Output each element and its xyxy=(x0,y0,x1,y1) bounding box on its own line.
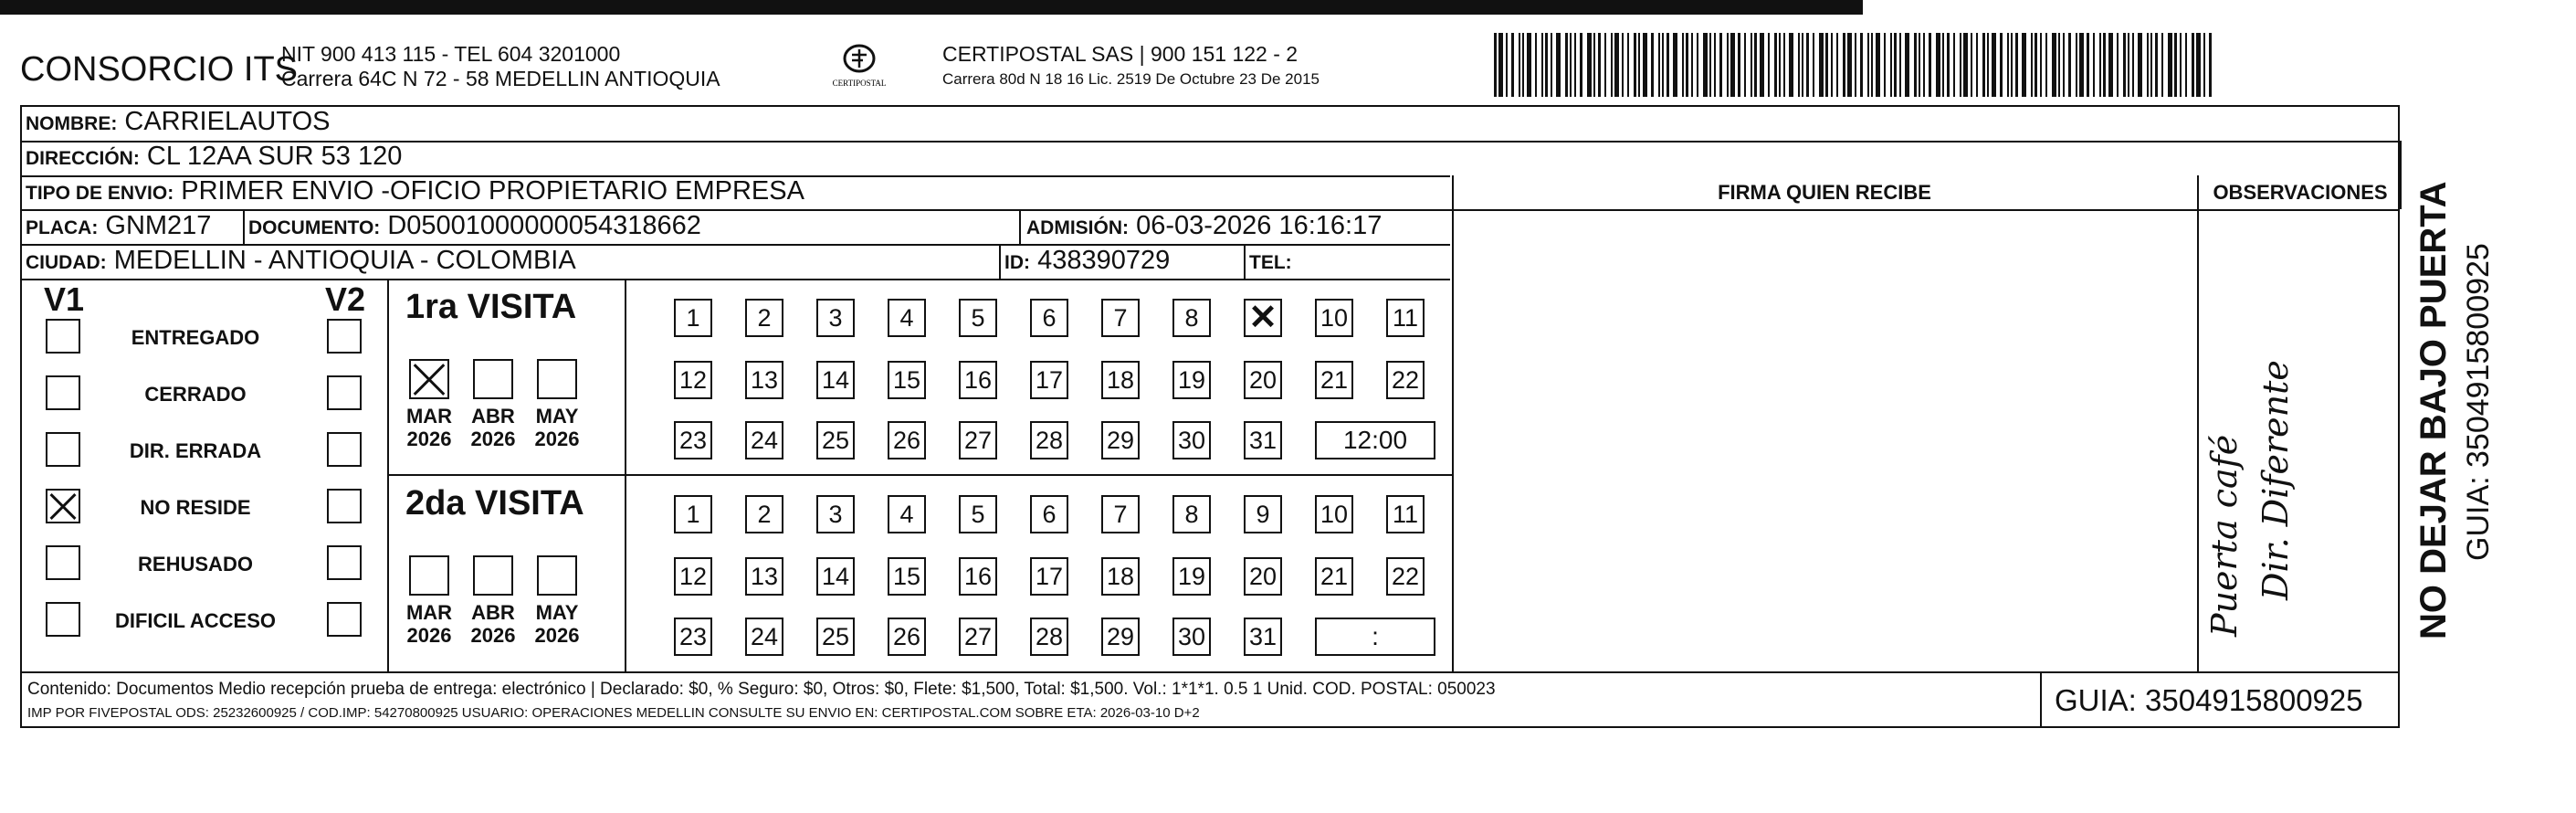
day-box[interactable]: 25 xyxy=(816,618,855,656)
day-box[interactable]: 15 xyxy=(888,361,926,399)
side-guia: GUIA: 3504915800925 xyxy=(2461,243,2496,561)
day-box[interactable]: 26 xyxy=(888,618,926,656)
observation-handwriting-2: Dir. Diferente xyxy=(2255,360,2296,600)
visit-title: 2da VISITA xyxy=(405,484,584,523)
day-box[interactable]: 10 xyxy=(1315,495,1353,533)
day-box[interactable]: 18 xyxy=(1101,557,1140,596)
documento-field xyxy=(248,211,701,241)
day-box[interactable]: ✕ xyxy=(1244,299,1282,337)
month-label: ABR 2026 xyxy=(470,601,516,647)
day-box[interactable]: 3 xyxy=(816,495,855,533)
company-info xyxy=(281,42,720,91)
id-value: 438390729 xyxy=(1037,246,1171,275)
day-box[interactable]: 13 xyxy=(745,557,783,596)
placa-value: GNM217 xyxy=(105,211,212,240)
day-box[interactable]: 29 xyxy=(1101,618,1140,656)
month-checkbox[interactable] xyxy=(409,555,449,596)
day-box[interactable]: 11 xyxy=(1386,495,1425,533)
time-box[interactable]: 12:00 xyxy=(1315,421,1435,459)
day-box[interactable]: 12 xyxy=(674,361,712,399)
month-label: MAR 2026 xyxy=(405,601,453,647)
direccion-value: CL 12AA SUR 53 120 xyxy=(146,142,403,171)
day-box[interactable]: 27 xyxy=(959,421,997,459)
day-box[interactable]: 18 xyxy=(1101,361,1140,399)
day-box[interactable]: 15 xyxy=(888,557,926,596)
status-v1-checkbox[interactable] xyxy=(46,432,80,467)
status-label: DIFICIL ACCESO xyxy=(114,609,276,632)
day-box[interactable]: 24 xyxy=(745,618,783,656)
status-v2-checkbox[interactable] xyxy=(327,432,362,467)
placa-field xyxy=(26,211,211,241)
barcode xyxy=(1494,33,2224,97)
direccion-row xyxy=(26,142,402,172)
ciudad-field xyxy=(26,246,576,276)
day-box[interactable]: 28 xyxy=(1030,618,1068,656)
logo-caption: CERTIPOSTAL xyxy=(832,79,887,88)
month-checkbox[interactable] xyxy=(409,359,449,399)
v2-header: V2 xyxy=(325,280,366,318)
status-label: DIR. ERRADA xyxy=(129,439,262,462)
day-box[interactable]: 20 xyxy=(1244,361,1282,399)
tipo-envio-row xyxy=(26,176,804,206)
side-no-dejar-bajo-puerta: NO DEJAR BAJO PUERTA xyxy=(2413,181,2454,639)
day-box[interactable]: 14 xyxy=(816,557,855,596)
day-box[interactable]: 4 xyxy=(888,495,926,533)
month-checkbox[interactable] xyxy=(537,555,577,596)
tipo-envio-value: PRIMER ENVIO -OFICIO PROPIETARIO EMPRESA xyxy=(181,176,804,206)
day-box[interactable]: 21 xyxy=(1315,361,1353,399)
footer-print-line: IMP POR FIVEPOSTAL ODS: 25232600925 / COD.IMP: 54270800925 USUARIO: OPERACIONES MEDELLIN CONSULTE SU ENVIO EN: CERTIPOSTAL.COM SOBRE ETA: 2026-03-10 D+2 xyxy=(27,705,1200,721)
visit-title: 1ra VISITA xyxy=(405,288,577,326)
id-label: ID: xyxy=(1004,252,1030,273)
day-box[interactable]: 5 xyxy=(959,299,997,337)
status-v2-checkbox[interactable] xyxy=(327,489,362,523)
day-box[interactable]: 1 xyxy=(674,299,712,337)
day-box[interactable]: 9 xyxy=(1244,495,1282,533)
day-box[interactable]: 23 xyxy=(674,421,712,459)
day-box[interactable]: 16 xyxy=(959,361,997,399)
footer-guia: GUIA: 3504915800925 xyxy=(2055,683,2363,717)
day-box[interactable]: 23 xyxy=(674,618,712,656)
observaciones-header: OBSERVACIONES xyxy=(2213,181,2388,204)
day-box[interactable]: 11 xyxy=(1386,299,1425,337)
cert-line-1: CERTIPOSTAL SAS | 900 151 122 - 2 xyxy=(942,42,1299,66)
day-box[interactable]: 5 xyxy=(959,495,997,533)
day-box[interactable]: 22 xyxy=(1386,361,1425,399)
day-box[interactable]: 31 xyxy=(1244,618,1282,656)
status-v2-checkbox[interactable] xyxy=(327,319,362,354)
documento-value: D05001000000054318662 xyxy=(387,211,701,240)
day-box[interactable]: 19 xyxy=(1172,557,1211,596)
status-v1-checkbox[interactable] xyxy=(46,489,80,523)
status-label: REHUSADO xyxy=(138,553,253,575)
status-v1-checkbox[interactable] xyxy=(46,375,80,410)
day-box[interactable]: 30 xyxy=(1172,421,1211,459)
day-box[interactable]: 28 xyxy=(1030,421,1068,459)
admision-value: 06-03-2026 16:16:17 xyxy=(1136,211,1383,240)
certipostal-logo xyxy=(822,42,897,91)
month-label: MAY 2026 xyxy=(534,405,580,450)
day-box[interactable]: 25 xyxy=(816,421,855,459)
id-field xyxy=(1004,246,1170,276)
ciudad-value: MEDELLIN - ANTIOQUIA - COLOMBIA xyxy=(113,246,576,275)
nombre-label: NOMBRE: xyxy=(26,113,118,134)
company-name: CONSORCIO ITS xyxy=(20,50,299,89)
v1-header: V1 xyxy=(44,280,85,318)
day-box[interactable]: 30 xyxy=(1172,618,1211,656)
day-box[interactable]: 26 xyxy=(888,421,926,459)
ciudad-label: CIUDAD: xyxy=(26,252,107,273)
status-v1-checkbox[interactable] xyxy=(46,319,80,354)
day-box[interactable]: 13 xyxy=(745,361,783,399)
day-box[interactable]: 21 xyxy=(1315,557,1353,596)
day-box[interactable]: 8 xyxy=(1172,495,1211,533)
day-box[interactable]: 2 xyxy=(745,495,783,533)
day-box[interactable]: 7 xyxy=(1101,495,1140,533)
day-box[interactable]: 4 xyxy=(888,299,926,337)
observation-handwriting-1: Puerta café xyxy=(2204,434,2245,637)
status-label: CERRADO xyxy=(144,383,247,406)
certipostal-info xyxy=(942,42,1320,91)
placa-label: PLACA: xyxy=(26,217,99,238)
day-box[interactable]: 3 xyxy=(816,299,855,337)
status-v1-checkbox[interactable] xyxy=(46,602,80,637)
nit-line: NIT 900 413 115 - TEL 604 3201000 xyxy=(281,42,621,66)
day-box[interactable]: 29 xyxy=(1101,421,1140,459)
top-black-bar xyxy=(0,0,1863,15)
direccion-label: DIRECCIÓN: xyxy=(26,148,140,169)
month-label: MAY 2026 xyxy=(534,601,580,647)
documento-label: DOCUMENTO: xyxy=(248,217,381,238)
day-box[interactable]: 6 xyxy=(1030,495,1068,533)
status-label: NO RESIDE xyxy=(140,496,251,519)
day-box[interactable]: 6 xyxy=(1030,299,1068,337)
admision-label: ADMISIÓN: xyxy=(1026,217,1129,238)
footer-content-line: Contenido: Documentos Medio recepción prueba de entrega: electrónico | Declarado: $0, % Seguro: $0, Otros: $0, Flete: $1,500, Total: $1,500. Vol.: 1*1*1. 0.5 1 Unid. COD. POSTAL: 050023 xyxy=(27,680,1496,699)
month-checkbox[interactable] xyxy=(473,359,513,399)
day-box[interactable]: 7 xyxy=(1101,299,1140,337)
tipo-envio-label: TIPO DE ENVIO: xyxy=(26,183,174,204)
cert-line-2: Carrera 80d N 18 16 Lic. 2519 De Octubre 23 De 2015 xyxy=(942,70,1320,88)
day-box[interactable]: 19 xyxy=(1172,361,1211,399)
time-box[interactable]: : xyxy=(1315,618,1435,656)
day-box[interactable]: 10 xyxy=(1315,299,1353,337)
day-box[interactable]: 14 xyxy=(816,361,855,399)
status-v2-checkbox[interactable] xyxy=(327,602,362,637)
day-box[interactable]: 16 xyxy=(959,557,997,596)
firma-header: FIRMA QUIEN RECIBE xyxy=(1718,181,1931,204)
status-v1-checkbox[interactable] xyxy=(46,545,80,580)
status-v2-checkbox[interactable] xyxy=(327,545,362,580)
day-box[interactable]: 20 xyxy=(1244,557,1282,596)
month-label: ABR 2026 xyxy=(470,405,516,450)
tel-label: TEL: xyxy=(1249,252,1292,273)
month-label: MAR 2026 xyxy=(405,405,453,450)
day-box[interactable]: 22 xyxy=(1386,557,1425,596)
day-box[interactable]: 17 xyxy=(1030,361,1068,399)
day-box[interactable]: 12 xyxy=(674,557,712,596)
day-box[interactable]: 31 xyxy=(1244,421,1282,459)
guide-form xyxy=(20,105,2400,728)
status-v2-checkbox[interactable] xyxy=(327,375,362,410)
nombre-value: CARRIELAUTOS xyxy=(124,107,331,136)
admision-field xyxy=(1026,211,1382,241)
day-box[interactable]: 27 xyxy=(959,618,997,656)
day-box[interactable]: 1 xyxy=(674,495,712,533)
day-box[interactable]: 8 xyxy=(1172,299,1211,337)
status-label: ENTREGADO xyxy=(131,326,260,349)
month-checkbox[interactable] xyxy=(473,555,513,596)
nombre-row xyxy=(26,107,330,137)
tel-field xyxy=(1249,246,1292,276)
day-box[interactable]: 2 xyxy=(745,299,783,337)
address-line: Carrera 64C N 72 - 58 MEDELLIN ANTIOQUIA xyxy=(281,67,720,90)
day-box[interactable]: 24 xyxy=(745,421,783,459)
day-box[interactable]: 17 xyxy=(1030,557,1068,596)
month-checkbox[interactable] xyxy=(537,359,577,399)
